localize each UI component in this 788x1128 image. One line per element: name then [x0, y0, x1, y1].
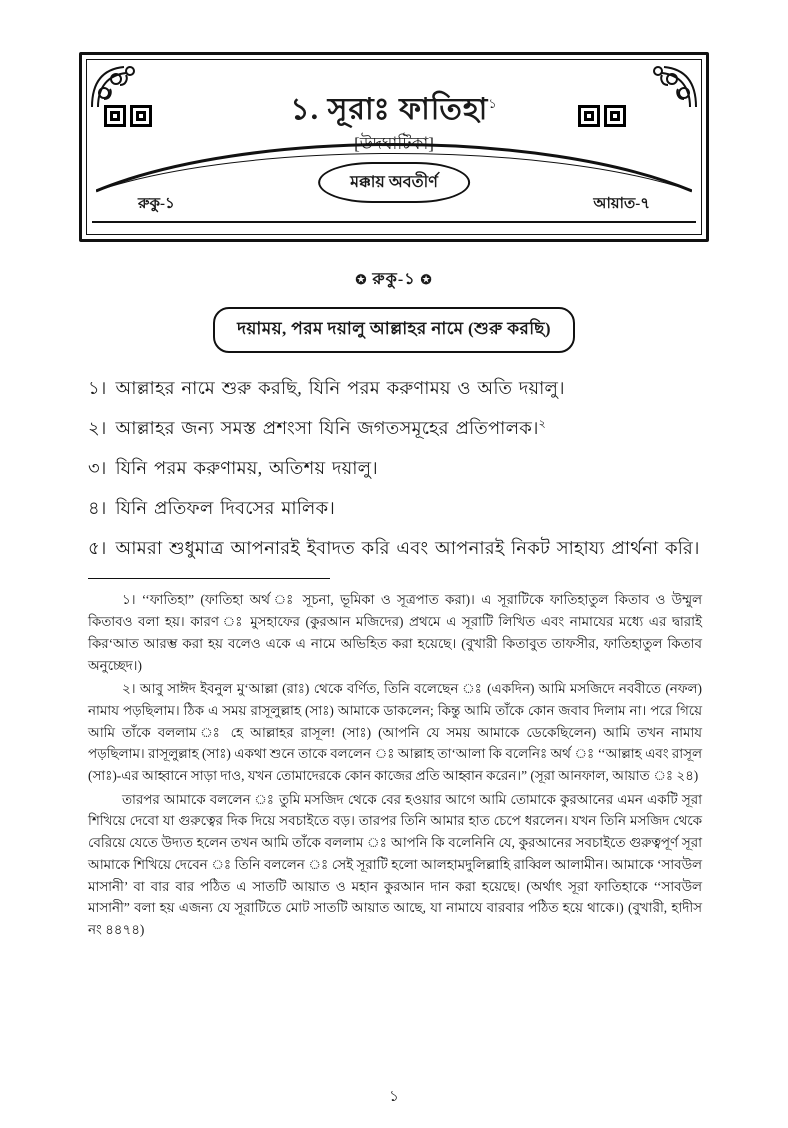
star-ornament-icon: ✪: [420, 272, 433, 287]
header-ruku-count: রুকু-১: [138, 196, 175, 212]
verse-body: আল্লাহর জন্য সমস্ত প্রশংসা যিনি জগতসমূহের প্রতিপালক।: [115, 417, 539, 438]
verse-body: যিনি পরম করুণাময়, অতিশয় দয়ালু।: [115, 457, 378, 478]
verse-number: ৩।: [88, 457, 107, 478]
verse-text: [116, 415, 704, 443]
verse-number: ২।: [88, 417, 107, 438]
verse-item: [88, 415, 704, 443]
star-ornament-icon: ✪: [355, 272, 368, 287]
frame-bottom-rule: [92, 221, 696, 223]
verse-text: [116, 535, 704, 563]
verse-number: ১।: [88, 378, 107, 398]
ruku-heading-text: রুকু-১: [372, 271, 416, 288]
footnote-list: [60, 589, 728, 940]
bismillah-text: দয়াময়, পরম দয়ালু আল্লাহর নামে (শুরু করছি): [213, 307, 575, 353]
verse-item: [88, 375, 704, 403]
surah-title-footnote-marker: ১: [488, 96, 498, 111]
verse-item: [88, 455, 704, 483]
verse-text: [116, 455, 704, 483]
revelation-place-badge: মক্কায় অবতীর্ণ: [318, 162, 470, 203]
footnote-item: তারপর আমাকে বললেন ঃ তুমি মসজিদ থেকে বের হওয়ার আগে আমি তোমাকে কুরআনের এমন একটি সূরা শিখিয়ে দেবো যা গুরুত্বের দিক দিয়ে সবচাইতে বড়। তারপর তিনি আমার হাত চেপে ধরলেন। যখন তিনি মসজিদ থেকে বেরিয়ে যেতে উদ্যত হলেন তখন আমি তাঁকে বললাম ঃ আপনি কি বলেনিনি যে, কুরআনের সবচাইতে গুরুত্বপূর্ণ সূরা আমাকে শিখিয়ে দেবেন ঃ তিনি বললেন ঃ সেই সূরাটি হলো আলহামদুলিল্লাহি রাব্বিল আলামীন। আমাকে ‘সাবউল মাসানী’ বা বার বার পঠিত এ সাতটি আয়াত ও মহান কুরআন দান করা হয়েছে। (অর্থাৎ সূরা ফাতিহাকে ‘‘সাবউল মাসানী” বলা হয় এজন্য যে সূরাটিতে মোট সাতটি আয়াত আছে, যা নামাযে বারবার পঠিত হয়ে থাকে।) (বুখারী, হাদীস নং ৪৪৭৪): [88, 791, 702, 937]
verse-number: ৪।: [88, 497, 107, 518]
verse-list: [60, 375, 728, 562]
verse-text: [116, 375, 704, 403]
verse-item: [88, 535, 704, 563]
verse-number: ৫।: [88, 537, 107, 558]
page-number: ১: [389, 1089, 399, 1105]
verse-body: আমরা শুধুমাত্র আপনারই ইবাদত করি এবং আপনারই নিকট সাহায্য প্রার্থনা করি।: [115, 537, 700, 558]
bismillah-container: [60, 307, 728, 353]
header-ayat-count: আয়াত-৭: [593, 196, 650, 212]
surah-title-text: ১. সূরাঃ ফাতিহা: [290, 93, 489, 126]
surah-subtitle: [উদঘাটিকা]: [354, 134, 434, 153]
footnote-item: ২। আবু সাঈদ ইবনুল মু‘আল্লা (রাঃ) থেকে বর্ণিত, তিনি বলেছেন ঃ (একদিন) আমি মসজিদে নববীতে (নফল) নামায পড়ছিলাম। ঠিক এ সময় রাসূলুল্লাহ (সাঃ) আমাকে ডাকলেন; কিন্তু আমি তাঁকে কোন জবাব দিলাম না। পরে গিয়ে আমি তাঁকে বললাম ঃ হে আল্লাহর রাসূল! (সাঃ) (আপনি যে সময় আমাকে ডেকেছিলেন) আমি তখন নামায পড়ছিলাম। রাসূলুল্লাহ (সাঃ) একথা শুনে তাকে বললেন ঃ আল্লাহ তা‘আলা কি বলেনিঃ অর্থ ঃ ‘‘আল্লাহ এবং রাসূল (সাঃ)-এর আহ্বানে সাড়া দাও, যখন তোমাদেরকে কোন কাজের প্রতি আহ্বান করেন।” (সূরা আনফাল, আয়াত ঃ ২৪): [88, 681, 702, 784]
footnote-item: ১। ‘‘ফাতিহা” (ফাতিহা অর্থ ঃ সূচনা, ভূমিকা ও সূত্রপাত করা)। এ সূরাটিকে ফাতিহাতুল কিতাব ও উম্মুল কিতাবও বলা হয়। কারণ ঃ মুসহাফের (কুরআন মজিদের) প্রথমে এ সূরাটি লিখিত এবং নামাযের মধ্যে এর দ্বারাই কির‘আত আরম্ভ করা হয় বলেও একে এ নামে অভিহিত করা হয়েছে। (বুখারী কিতাবুত তাফসীর, ফাতিহাতুল কিতাব অনুচ্ছেদ।): [88, 592, 702, 673]
verse-body: আল্লাহর নামে শুরু করছি, যিনি পরম করুণাময় ও অতি দয়ালু।: [115, 378, 565, 398]
verse-item: [88, 495, 704, 523]
ruku-heading: [60, 266, 728, 293]
verse-footnote-marker: ২: [538, 417, 546, 430]
verse-text: [116, 495, 704, 523]
surah-header-frame: [79, 52, 709, 242]
surah-title: [82, 85, 706, 136]
verse-body: যিনি প্রতিফল দিবসের মালিক।: [115, 497, 335, 518]
footnote-divider: [88, 578, 330, 579]
